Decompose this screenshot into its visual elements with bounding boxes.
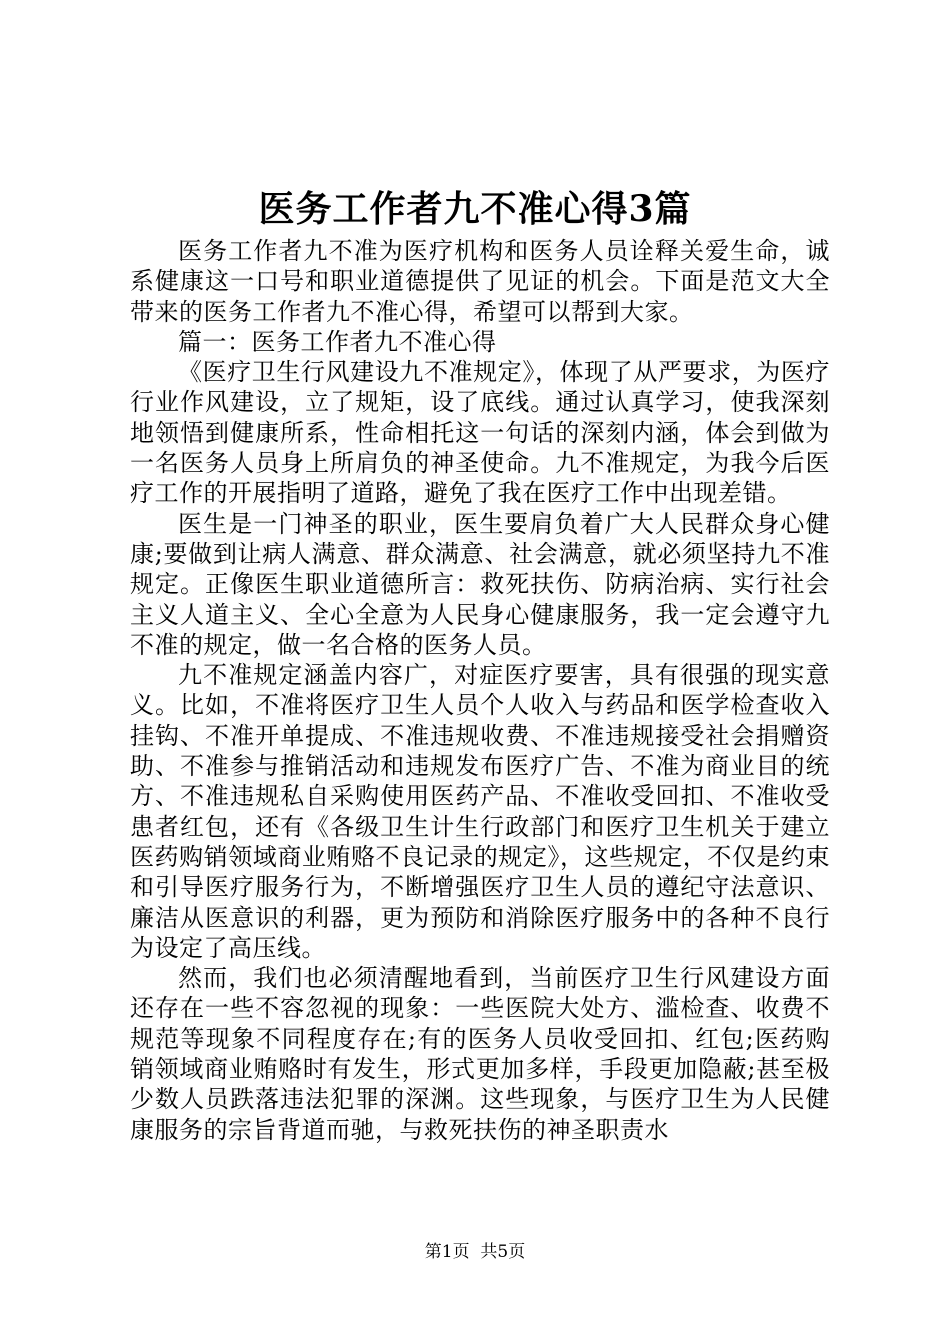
document-title: 医务工作者九不准心得3篇 [258,188,692,230]
paragraph: 九不准规定涵盖内容广，对症医疗要害，具有很强的现实意义。比如，不准将医疗卫生人员个人收入与药品和医学检查收入挂钩、不准开单提成、不准违规收费、不准违规接受社会捐赠资助、不准参与推销活动和违规发布医疗广告、不准为商业目的统方、不准违规私自采购使用医药产品、不准收受回扣、不准收受患者红包，还有《各级卫生计生行政部门和医疗卫生机关于建立医药购销领域商业贿赂不良记录的规定》，这些规定，不仅是约束和引导医疗服务行为，不断增强医疗卫生人员的遵纪守法意识、廉洁从医意识的利器，更为预防和消除医疗服务中的各种不良行为设定了高压线。 [130,661,830,962]
page-total: 共5页 [480,1242,526,1262]
section-heading: 篇一：医务工作者九不准心得 [178,327,497,356]
document-body [130,236,830,1145]
paragraph: 医生是一门神圣的职业，医生要肩负着广大人民群众身心健康;要做到让病人满意、群众满意、社会满意，就必须坚持九不准规定。正像医生职业道德所言：救死扶伤、防病治病、实行社会主义人道主义、全心全意为人民身心健康服务，我一定会遵守九不准的规定，做一名合格的医务人员。 [130,509,830,659]
paragraph-intro: 医务工作者九不准为医疗机构和医务人员诠释关爱生命，诚系健康这一口号和职业道德提供了见证的机会。下面是范文大全带来的医务工作者九不准心得，希望可以帮到大家。 [130,237,830,326]
page-number: 第1页 [424,1242,470,1262]
paragraph: 《医疗卫生行风建设九不准规定》，体现了从严要求，为医疗行业作风建设，立了规矩，设了底线。通过认真学习，使我深刻地领悟到健康所系，性命相托这一句话的深刻内涵，体会到做为一名医务人员身上所肩负的神圣使命。九不准规定，为我今后医疗工作的开展指明了道路，避免了我在医疗工作中出现差错。 [130,358,830,508]
paragraph: 然而，我们也必须清醒地看到，当前医疗卫生行风建设方面还存在一些不容忽视的现象：一些医院大处方、滥检查、收费不规范等现象不同程度存在;有的医务人员收受回扣、红包;医药购销领域商业贿赂时有发生，形式更加多样，手段更加隐蔽;甚至极少数人员跌落违法犯罪的深渊。这些现象，与医疗卫生为人民健康服务的宗旨背道而驰，与救死扶伤的神圣职责水 [130,964,830,1144]
page-footer [0,1241,950,1263]
